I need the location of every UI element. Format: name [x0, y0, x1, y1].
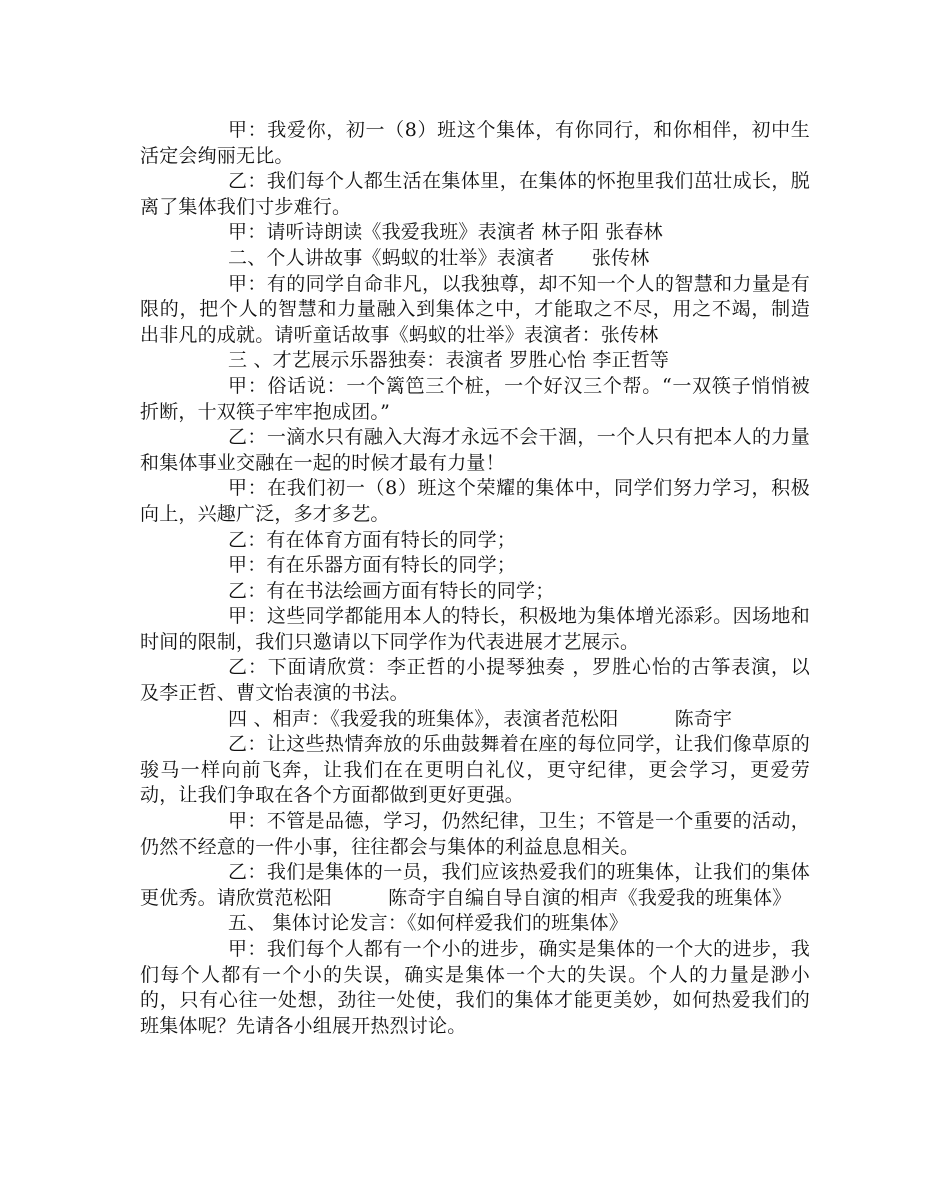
paragraph: 甲：这些同学都能用本人的特长，积极地为集体增光添彩。因场地和时间的限制，我们只邀请以下同学作为代表进展才艺展示。 [140, 605, 810, 653]
paragraph: 甲：有在乐器方面有特长的同学； [228, 554, 517, 577]
paragraph: 乙：我们每个人都生活在集体里，在集体的怀抱里我们茁壮成长，脱离了集体我们寸步难行。 [140, 170, 810, 218]
paragraph: 甲：不管是品德，学习，仍然纪律，卫生；不管是一个重要的活动，仍然不经意的一件小事，往往都会与集体的利益息息相关。 [140, 810, 810, 858]
paragraph: 乙：有在体育方面有特长的同学； [228, 528, 517, 551]
paragraph: 甲：请听诗朗读《我爱我班》表演者 林子阳 张春林 [228, 221, 663, 244]
section-heading: 五、 集体讨论发言：《如何样爱我们的班集体》 [228, 912, 628, 935]
paragraph: 乙：一滴水只有融入大海才永远不会干涸，一个人只有把本人的力量和集体事业交融在一起的时候才最有力量！ [140, 426, 810, 474]
paragraph: 甲：我们每个人都有一个小的进步，确实是集体的一个大的进步，我们每个人都有一个小的失误，确实是集体一个大的失误。个人的力量是渺小的，只有心往一处想，劲往一处使，我们的集体才能更美妙，如何热爱我们的班集体呢？先请各小组展开热烈讨论。 [140, 938, 810, 1037]
document-body [140, 118, 810, 1039]
paragraph: 乙：我们是集体的一员，我们应该热爱我们的班集体，让我们的集体更优秀。请欣赏范松阳 陈奇宇自编自导自演的相声《我爱我的班集体》 [140, 861, 810, 909]
paragraph: 甲：俗话说：一个篱笆三个桩，一个好汉三个帮。“一双筷子悄悄被折断，十双筷子牢牢抱成团。” [140, 374, 810, 423]
section-heading: 二、个人讲故事《蚂蚁的壮举》表演者 张传林 [228, 246, 650, 269]
paragraph: 甲：我爱你，初一（8）班这个集体，有你同行，和你相伴，初中生活定会绚丽无比。 [140, 119, 810, 167]
paragraph: 乙：让这些热情奔放的乐曲鼓舞着在座的每位同学，让我们像草原的骏马一样向前飞奔，让我们在在更明白礼仪，更守纪律，更会学习，更爱劳动，让我们争取在各个方面都做到更好更强。 [140, 733, 810, 807]
paragraph: 乙：下面请欣赏：李正哲的小提琴独奏 ，罗胜心怡的古筝表演，以及李正哲、曹文怡表演的书法。 [140, 656, 810, 705]
section-heading: 三 、才艺展示乐器独奏：表演者 罗胜心怡 李正哲等 [228, 349, 670, 372]
paragraph: 甲：在我们初一（8）班这个荣耀的集体中，同学们努力学习，积极向上，兴趣广泛，多才多艺。 [140, 477, 810, 525]
paragraph: 甲：有的同学自命非凡，以我独尊，却不知一个人的智慧和力量是有限的，把个人的智慧和力量融入到集体之中，才能取之不尽，用之不竭，制造出非凡的成就。请听童话故事《蚂蚁的壮举》表演者：张传林 [140, 272, 810, 346]
paragraph: 乙：有在书法绘画方面有特长的同学； [228, 579, 555, 602]
section-heading: 四 、相声：《我爱我的班集体》，表演者范松阳 陈奇宇 [228, 707, 733, 730]
